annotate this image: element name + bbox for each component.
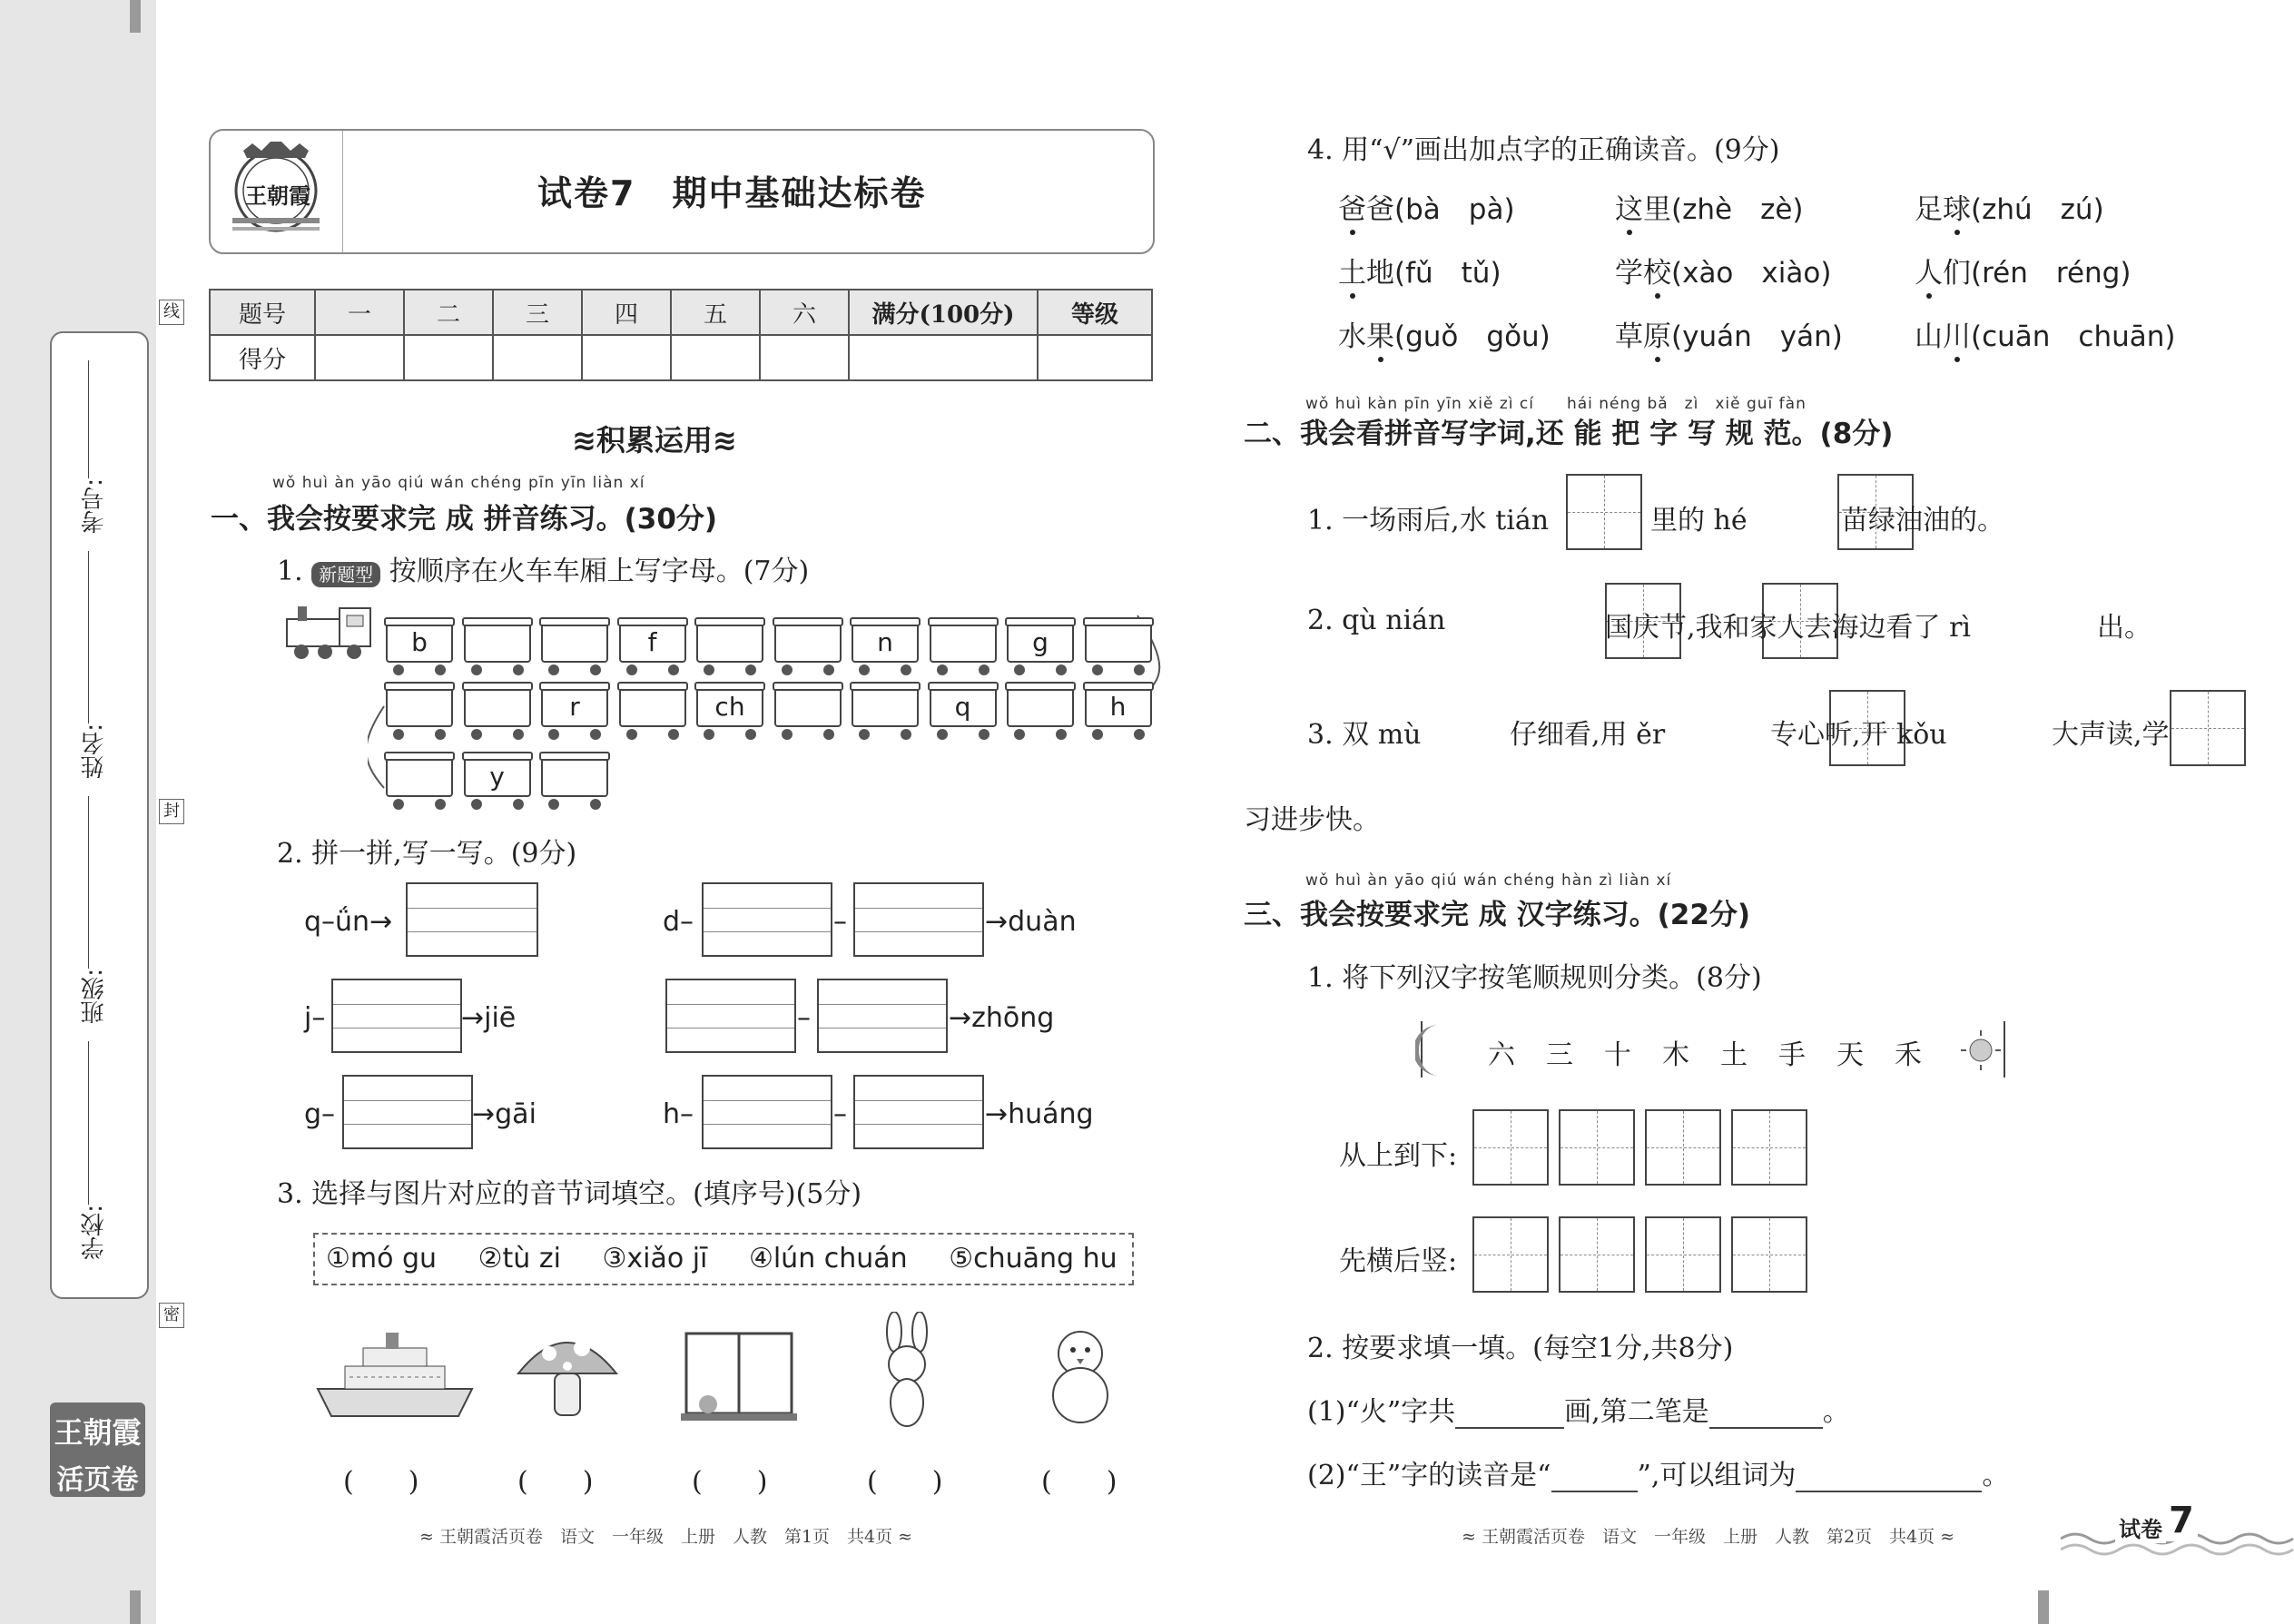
train-car[interactable] xyxy=(619,687,686,727)
train-car[interactable] xyxy=(541,757,608,797)
school-line[interactable] xyxy=(88,1041,89,1205)
grid-row-a xyxy=(1472,1109,1807,1189)
practice-char: 三 xyxy=(1546,1039,1573,1071)
s2-line1-b: 里的 hé xyxy=(1650,505,1748,536)
wave-icon: ≋ xyxy=(712,423,737,458)
train-wheels xyxy=(469,799,526,812)
new-type-badge: 新题型 xyxy=(311,562,380,587)
train-car[interactable]: b xyxy=(386,623,453,663)
bottom-marker-bar-right xyxy=(2038,1590,2049,1624)
fill-blank[interactable] xyxy=(1709,1427,1823,1429)
item-reading: (guǒ gǒu) xyxy=(1394,320,1551,353)
practice-char: 六 xyxy=(1488,1039,1515,1071)
option: ①mó gu xyxy=(326,1243,438,1275)
writing-box[interactable] xyxy=(817,979,948,1053)
page-tag: 试卷 xyxy=(2115,1511,2166,1543)
reading-item[interactable] xyxy=(1915,313,2176,354)
score-entry-row xyxy=(210,335,1152,380)
train-car[interactable]: y xyxy=(464,757,531,797)
item-reading: (yuán yán) xyxy=(1671,320,1843,353)
reading-item[interactable] xyxy=(1338,186,1515,227)
score-cell: 三 xyxy=(493,290,582,335)
pin-item: →gāi xyxy=(472,1098,537,1130)
writing-box[interactable] xyxy=(702,1075,832,1149)
reading-item[interactable] xyxy=(1615,250,1831,290)
s2-line3-b: 仔细看,用 ěr xyxy=(1510,719,1666,751)
char-grid[interactable] xyxy=(1731,1109,1807,1186)
item-reading: 们(rén réng) xyxy=(1943,257,2132,290)
train-car[interactable]: h xyxy=(1085,687,1152,727)
answer-paren[interactable]: ( ) xyxy=(1041,1466,1117,1498)
seal-char-feng: 封 xyxy=(159,799,184,824)
train-car[interactable] xyxy=(852,687,919,727)
train-wheels xyxy=(1090,729,1147,742)
fill-text: (2)“王”字的读音是“ xyxy=(1307,1460,1551,1491)
train-wheels xyxy=(857,664,913,677)
reading-item[interactable] xyxy=(1615,313,1843,354)
school-label: 学校: xyxy=(81,1205,108,1260)
strip-logo-top: 王朝霞 xyxy=(54,1415,142,1450)
score-cell: 满分(100分) xyxy=(849,290,1038,335)
option: ⑤chuāng hu xyxy=(949,1243,1117,1275)
char-grid[interactable] xyxy=(1559,1109,1635,1186)
practice-char: 手 xyxy=(1778,1039,1806,1071)
grid-row-b xyxy=(1472,1216,1807,1296)
top-marker-bar xyxy=(130,0,141,33)
pin-item: d– xyxy=(663,906,694,938)
seal-char-mi: 密 xyxy=(159,1303,184,1328)
practice-char: 十 xyxy=(1604,1039,1631,1071)
exam-no-line[interactable] xyxy=(88,360,89,478)
reading-item[interactable] xyxy=(1338,313,1551,354)
strip-logo xyxy=(50,1403,145,1497)
pin-item: h– xyxy=(663,1098,694,1130)
practice-char: 天 xyxy=(1836,1039,1864,1071)
train-car[interactable]: r xyxy=(541,687,608,727)
fill-text: 。 xyxy=(1982,1460,2010,1491)
train-wheels xyxy=(391,799,448,812)
dotted-char: 人 xyxy=(1915,257,1943,290)
s2-line3-a: 3. 双 mù xyxy=(1307,719,1422,751)
rabbit-image xyxy=(867,1312,949,1434)
score-header-row xyxy=(210,290,1152,335)
writing-box[interactable] xyxy=(342,1075,473,1149)
dotted-char: 球 xyxy=(1943,193,1971,226)
section-heading-text: 积累运用 xyxy=(596,423,713,458)
train-car[interactable] xyxy=(464,687,531,727)
score-cell: 二 xyxy=(404,290,493,335)
char-banner xyxy=(1421,1021,2005,1078)
dotted-char: 爸 xyxy=(1338,193,1366,226)
train-car[interactable]: n xyxy=(852,623,919,663)
train-wheels xyxy=(935,729,991,742)
item-char: 足 xyxy=(1915,193,1943,226)
fill-text: (1)“火”字共 xyxy=(1307,1396,1456,1428)
fill-blank[interactable] xyxy=(1455,1427,1564,1429)
train-car[interactable] xyxy=(386,757,453,797)
char-grid[interactable] xyxy=(1566,474,1642,550)
class-line[interactable] xyxy=(88,796,89,969)
item-char: 水 xyxy=(1338,320,1366,353)
sun-icon xyxy=(1954,1029,2008,1072)
item-char: 学 xyxy=(1615,257,1643,290)
q1-pinyin: wǒ huì àn yāo qiú wán chéng pīn yīn liàn xí xyxy=(272,474,645,492)
option: ②tù zi xyxy=(478,1243,561,1275)
score-input[interactable] xyxy=(1038,335,1152,380)
score-input[interactable] xyxy=(671,335,760,380)
char-grid[interactable] xyxy=(1645,1109,1721,1186)
writing-box[interactable] xyxy=(853,882,984,957)
section-heading xyxy=(572,418,737,459)
name-label: 姓名: xyxy=(81,723,108,779)
train-wheels xyxy=(546,664,603,677)
dotted-char: 果 xyxy=(1366,320,1394,353)
row-a-label: 从上到下: xyxy=(1339,1140,1458,1172)
dotted-char: 校 xyxy=(1643,257,1671,290)
score-cell: 四 xyxy=(582,290,671,335)
sub1-text: 按顺序在火车车厢上写字母。(7分) xyxy=(389,556,810,587)
score-table xyxy=(209,289,1153,381)
item-reading: (xào xiào) xyxy=(1671,257,1832,290)
train-wheels xyxy=(469,664,526,677)
train-car[interactable] xyxy=(774,623,842,663)
q1-sub3-title: 3. 选择与图片对应的音节词填空。(填序号)(5分) xyxy=(277,1178,862,1210)
seal-char-xian: 线 xyxy=(159,300,184,325)
s2-line2-c: 出。 xyxy=(2097,612,2151,644)
header-divider xyxy=(342,131,343,252)
answer-paren[interactable]: ( ) xyxy=(343,1466,419,1498)
option: ④lún chuán xyxy=(748,1243,908,1275)
fill-text: 。 xyxy=(1822,1396,1850,1428)
s2-line3-cont: 习进步快。 xyxy=(1244,804,1380,836)
student-info-box xyxy=(50,331,149,1299)
fill-line-2 xyxy=(1307,1452,2009,1492)
strip-logo-bottom: 活页卷 xyxy=(56,1464,139,1496)
train-wheels xyxy=(780,729,836,742)
train-car[interactable]: q xyxy=(930,687,997,727)
s2-line2-a: 2. qù nián xyxy=(1307,605,1446,636)
s2-line1-c: 苗绿油油的。 xyxy=(1841,505,2004,536)
s3-pinyin: wǒ huì àn yāo qiú wán chéng hàn zì liàn xí xyxy=(1305,871,1672,890)
footer-left: ≈ 王朝霞活页卷 语文 一年级 上册 人教 第1页 共4页 ≈ xyxy=(419,1527,913,1547)
train-wheels xyxy=(469,729,526,742)
name-line[interactable] xyxy=(88,551,89,723)
score-input[interactable] xyxy=(315,335,404,380)
pin-item: – xyxy=(833,906,847,938)
row-b-label: 先横后竖: xyxy=(1339,1245,1458,1277)
train-wheels xyxy=(391,664,448,677)
train-car[interactable] xyxy=(1085,623,1152,663)
practice-char: 禾 xyxy=(1895,1039,1922,1071)
locomotive-icon xyxy=(283,599,374,664)
train-car[interactable] xyxy=(696,623,763,663)
s3-title: 三、我会按要求完 成 汉字练习。(22分) xyxy=(1244,899,1751,931)
char-grid[interactable] xyxy=(1472,1109,1549,1186)
item-reading: 里(zhè zè) xyxy=(1643,193,1804,226)
train-car[interactable] xyxy=(386,687,453,727)
dotted-char: 土 xyxy=(1338,257,1366,290)
chick-image xyxy=(1035,1321,1126,1430)
dotted-char: 川 xyxy=(1943,320,1971,353)
item-reading: 地(fǔ tǔ) xyxy=(1366,257,1501,290)
score-input[interactable] xyxy=(582,335,671,380)
train-wheels xyxy=(857,729,913,742)
score-cell: 一 xyxy=(315,290,404,335)
ship-image xyxy=(309,1325,481,1425)
train-wheels xyxy=(1012,664,1068,677)
train-wheels xyxy=(391,729,448,742)
q4-title: 4. 用“√”画出加点字的正确读音。(9分) xyxy=(1307,134,1780,166)
answer-paren[interactable]: ( ) xyxy=(867,1466,943,1498)
q1-sub1 xyxy=(277,548,809,588)
s2-line3-d: 大声读,学 xyxy=(2052,719,2170,751)
score-cell: 五 xyxy=(671,290,760,335)
pin-item: →zhōng xyxy=(949,1002,1055,1034)
reading-item[interactable] xyxy=(1915,250,2131,290)
answer-paren[interactable]: ( ) xyxy=(692,1466,768,1498)
train-car[interactable] xyxy=(774,687,842,727)
writing-box[interactable] xyxy=(853,1075,984,1149)
moon-icon xyxy=(1415,1023,1442,1078)
options-box xyxy=(313,1233,1134,1285)
q1-title: 一、我会按要求完 成 拼音练习。(30分) xyxy=(211,503,718,536)
item-reading: (zhú zú) xyxy=(1971,193,2104,226)
char-grid[interactable] xyxy=(1472,1216,1549,1293)
fill-text: 画,第二笔是 xyxy=(1564,1396,1709,1428)
s3-sub2: 2. 按要求填一填。(每空1分,共8分) xyxy=(1307,1333,1734,1364)
reading-item[interactable] xyxy=(1615,186,1804,227)
s3-sub1: 1. 将下列汉字按笔顺规则分类。(8分) xyxy=(1307,962,1762,994)
sub1-num: 1. xyxy=(277,556,303,587)
exam-no-label: 考号: xyxy=(81,478,108,534)
exam-title: 试卷7 期中基础达标卷 xyxy=(537,173,927,213)
train-wheels xyxy=(546,729,603,742)
train-car[interactable] xyxy=(541,623,608,663)
train-car[interactable]: f xyxy=(619,623,686,663)
option: ③xiǎo jī xyxy=(602,1243,708,1275)
train-wheels xyxy=(625,729,681,742)
char-grid[interactable] xyxy=(2170,690,2246,766)
train-wheels xyxy=(1012,729,1068,742)
pin-item: – xyxy=(797,1002,811,1034)
pin-item: →duàn xyxy=(985,906,1077,938)
brand-seal-text: 王朝霞 xyxy=(245,182,310,209)
train-car[interactable] xyxy=(1007,687,1074,727)
page-number: 7 xyxy=(2165,1500,2198,1541)
pin-item: – xyxy=(833,1098,847,1130)
train-wheels xyxy=(546,799,603,812)
s2-line1-a: 1. 一场雨后,水 tián xyxy=(1307,505,1550,536)
score-input[interactable] xyxy=(760,335,849,380)
pin-item: g– xyxy=(304,1098,336,1130)
dotted-char: 这 xyxy=(1615,193,1643,226)
reading-item[interactable] xyxy=(1915,186,2104,227)
fill-text: ”,可以组词为 xyxy=(1637,1460,1797,1491)
fill-blank[interactable] xyxy=(1551,1491,1638,1492)
wave-icon: ≋ xyxy=(572,423,596,458)
char-grid[interactable] xyxy=(1559,1216,1635,1293)
train-car[interactable]: g xyxy=(1007,623,1074,663)
train-car[interactable]: ch xyxy=(696,687,763,727)
pin-item: →huáng xyxy=(985,1098,1094,1130)
train-car[interactable] xyxy=(464,623,531,663)
char-grid[interactable] xyxy=(1645,1216,1721,1293)
brand-seal xyxy=(225,138,327,240)
train-wheels xyxy=(702,729,758,742)
reading-item[interactable] xyxy=(1338,250,1501,290)
train-wheels xyxy=(1090,664,1147,677)
fill-line-1 xyxy=(1307,1389,1850,1429)
s2-line2-b: 国庆节,我和家人去海边看了 rì xyxy=(1605,612,1972,644)
practice-char: 土 xyxy=(1720,1039,1748,1071)
window-image xyxy=(681,1330,799,1425)
score-input[interactable] xyxy=(404,335,493,380)
mushroom-image xyxy=(513,1321,622,1421)
score-input[interactable] xyxy=(849,335,1038,380)
q1-sub2-title: 2. 拼一拼,写一写。(9分) xyxy=(277,838,577,870)
char-grid[interactable] xyxy=(1731,1216,1807,1293)
writing-box[interactable] xyxy=(665,979,796,1053)
item-char: 山 xyxy=(1915,320,1943,353)
writing-box[interactable] xyxy=(702,882,832,957)
score-input[interactable] xyxy=(493,335,582,380)
score-cell: 六 xyxy=(760,290,849,335)
s2-pinyin: wǒ huì kàn pīn yīn xiě zì cí hái néng bǎ zì xiě guī fàn xyxy=(1305,395,1807,413)
train-car[interactable] xyxy=(930,623,997,663)
train-wheels xyxy=(625,664,681,677)
practice-char: 木 xyxy=(1662,1039,1689,1071)
s2-title: 二、我会看拼音写字词,还 能 把 字 写 规 范。(8分) xyxy=(1244,418,1894,450)
score-cell: 等级 xyxy=(1038,290,1152,335)
item-reading: 爸(bà pà) xyxy=(1366,193,1515,226)
writing-box[interactable] xyxy=(331,979,462,1053)
score-row-label: 得分 xyxy=(210,335,315,380)
dotted-char: 原 xyxy=(1643,320,1671,353)
item-reading: (cuān chuān) xyxy=(1971,320,2176,353)
char-list xyxy=(1488,1032,1953,1072)
train-wheels xyxy=(702,664,758,677)
pin-item: q–ǘn→ xyxy=(304,906,393,938)
class-label: 班级: xyxy=(81,969,108,1024)
pin-item: j– xyxy=(304,1002,326,1034)
train-wheels xyxy=(780,664,836,677)
answer-paren[interactable]: ( ) xyxy=(517,1466,594,1498)
pin-item: →jiē xyxy=(461,1002,517,1034)
fill-blank[interactable] xyxy=(1796,1491,1982,1492)
train-wheels xyxy=(935,664,991,677)
s2-line3-c: 专心听,开 kǒu xyxy=(1770,719,1947,751)
item-char: 草 xyxy=(1615,320,1643,353)
bottom-marker-bar xyxy=(130,1590,141,1624)
footer-right: ≈ 王朝霞活页卷 语文 一年级 上册 人教 第2页 共4页 ≈ xyxy=(1462,1527,1955,1547)
exam-header xyxy=(209,129,1155,254)
writing-box[interactable] xyxy=(406,882,538,957)
score-cell: 题号 xyxy=(210,290,315,335)
